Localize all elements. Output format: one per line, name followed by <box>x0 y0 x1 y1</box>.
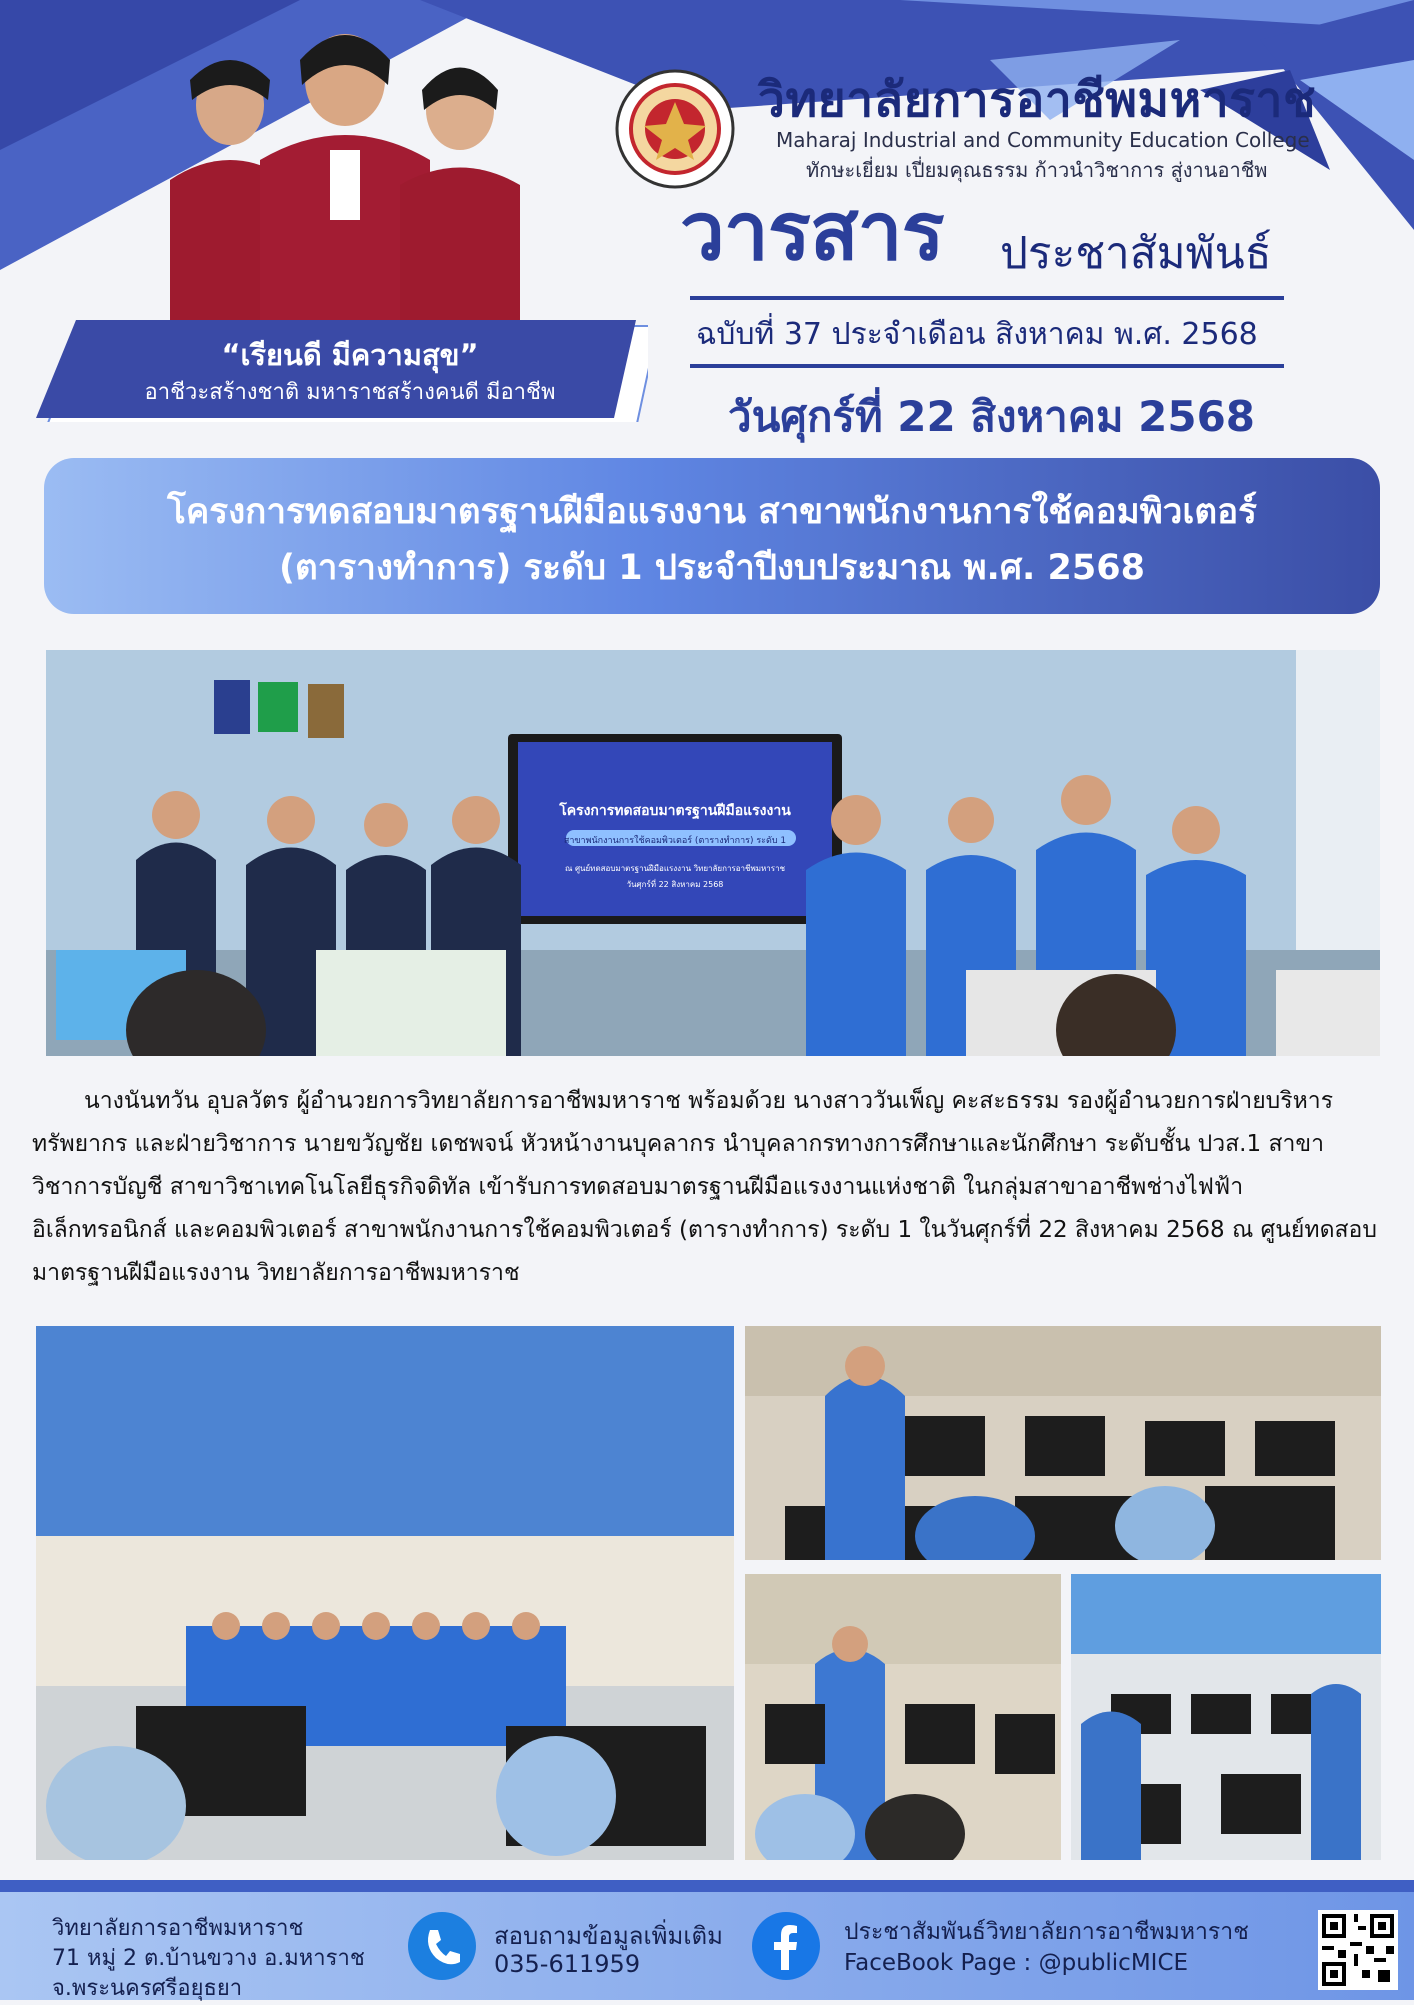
college-motto: ทักษะเยี่ยม เปี่ยมคุณธรรม ก้าวนำวิชาการ สู่งานอาชีพ <box>806 158 1268 182</box>
footer-address-line-1: วิทยาลัยการอาชีพมหาราช <box>52 1916 304 1941</box>
footer-facebook-label: ประชาสัมพันธ์วิทยาลัยการอาชีพมหาราช <box>844 1919 1249 1945</box>
footer-address-line-2: 71 หมู่ 2 ต.บ้านขวาง อ.มหาราช <box>52 1946 365 1971</box>
college-name-english: Maharaj Industrial and Community Education College <box>776 128 1310 152</box>
article-paragraph: นางนันทวัน อุบลวัตร ผู้อำนวยการวิทยาลัยการอาชีพมหาราช พร้อมด้วย นางสาววันเพ็ญ คะสะธรรม รองผู้อำนวยการฝ่ายบริหารทรัพยากร และฝ่ายวิชาการ นายขวัญชัย เดชพจน์ หัวหน้างานบุคลากร นำบุคลากรทางการศึกษาและนักศึกษา ระดับชั้น ปวส.1 สาขาวิชาการบัญชี สาขาวิชาเทคโนโลยีธุรกิจดิทัล เข้ารับการทดสอบมาตรฐานฝีมือแรงงานแห่งชาติ ในกลุ่มสาขาอาชีพช่างไฟฟ้า อิเล็กทรอนิกส์ และคอมพิวเตอร์ สาขาพนักงานการใช้คอมพิวเตอร์ (ตารางทำการ) ระดับ 1 ในวันศุกร์ที่ 22 สิงหาคม 2568 ณ ศูนย์ทดสอบมาตรฐานฝีมือแรงงาน วิทยาลัยการอาชีพมหาราช <box>32 1088 1377 1286</box>
divider-bottom <box>690 364 1284 368</box>
classroom-photo-bottom-left <box>745 1574 1061 1860</box>
college-seal-logo <box>614 68 736 190</box>
footer-contact-label: สอบถามข้อมูลเพิ่มเติม <box>494 1922 723 1950</box>
headline-line-1: โครงการทดสอบมาตรฐานฝีมือแรงงาน สาขาพนักงานการใช้คอมพิวเตอร์ <box>167 492 1257 532</box>
footer-phone-number[interactable]: 035-611959 <box>494 1950 641 1978</box>
qr-code-icon[interactable] <box>1318 1910 1398 1990</box>
slogan-subtitle: อาชีวะสร้างชาติ มหาราชสร้างคนดี มีอาชีพ <box>144 380 556 405</box>
main-group-photo <box>46 650 1380 1056</box>
phone-icon <box>408 1912 476 1980</box>
footer-facebook-page[interactable]: FaceBook Page : @publicMICE <box>844 1950 1189 1976</box>
classroom-photo-top-right <box>745 1326 1381 1560</box>
journal-title-big: วารสาร <box>680 185 944 278</box>
journal-title-small: ประชาสัมพันธ์ <box>1000 228 1272 279</box>
screen-title: โครงการทดสอบมาตรฐานฝีมือแรงงาน <box>559 803 791 819</box>
screen-subtitle-2: ณ ศูนย์ทดสอบมาตรฐานฝีมือแรงงาน วิทยาลัยการอาชีพมหาราช <box>564 864 786 873</box>
screen-subtitle-3: วันศุกร์ที่ 22 สิงหาคม 2568 <box>626 880 724 889</box>
classroom-photo-large <box>36 1326 734 1860</box>
college-name-thai: วิทยาลัยการอาชีพมหาราช <box>758 72 1317 128</box>
staff-portrait-photo <box>150 10 540 322</box>
footer-address-line-3: จ.พระนครศรีอยุธยา <box>52 1976 243 2001</box>
headline-line-2: (ตารางทำการ) ระดับ 1 ประจำปีงบประมาณ พ.ศ. 2568 <box>279 548 1145 588</box>
classroom-photo-bottom-right <box>1071 1574 1381 1860</box>
issue-line: ฉบับที่ 37 ประจำเดือน สิงหาคม พ.ศ. 2568 <box>696 317 1258 352</box>
screen-subtitle-1: สาขาพนักงานการใช้คอมพิวเตอร์ (ตารางทำการ) ระดับ 1 <box>563 836 787 846</box>
footer-top-strip <box>0 1880 1414 1892</box>
publication-date: วันศุกร์ที่ 22 สิงหาคม 2568 <box>728 392 1256 441</box>
divider-top <box>690 296 1284 300</box>
facebook-icon <box>752 1912 820 1980</box>
slogan-main: “เรียนดี มีความสุข” <box>221 338 479 372</box>
